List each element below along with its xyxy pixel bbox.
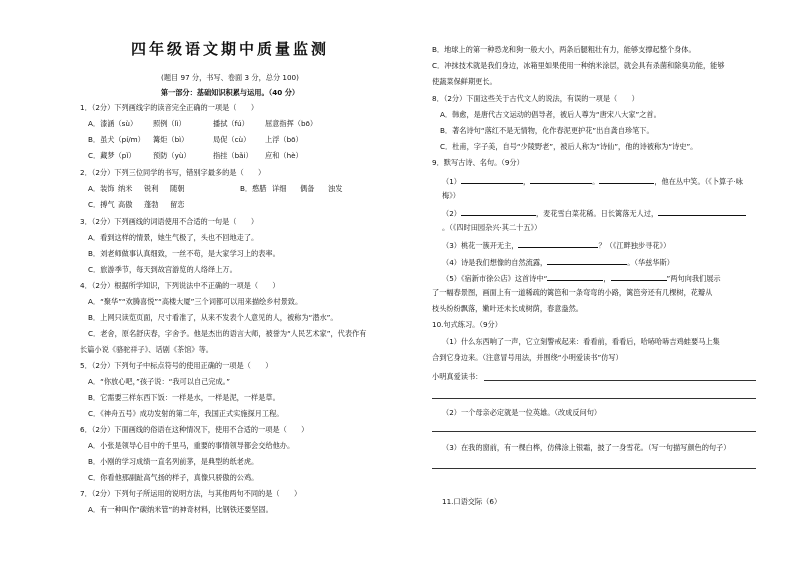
question-6-option-c: C．你看他那副趾高气扬的样子，真像只骄傲的公鸡。 <box>88 473 259 482</box>
question-9-item-5: （5）《宿新市徐公店》这首诗中“ ， ”两句向我们展示 <box>442 274 721 283</box>
question-4: 4．（2分）根据所学知识，下列说法中不正确的一项是（ ） <box>80 281 280 290</box>
question-8-option-c: C．杜甫，字子美，自号“少陵野老”，被后人称为“诗仙”，他的诗被称为“诗史”。 <box>440 142 698 151</box>
question-1-option-c: C．藏梦（pǐ） 预防（yù） 指挂（bǎi） 应和（hè） <box>88 151 303 160</box>
exam-subtitle: (题目 97 分，书写、卷面 3 分，总分 100) <box>161 73 299 82</box>
answer-line[interactable] <box>484 380 756 381</box>
question-9-item-3: （3）桃花一簇开无主， ？（《江畔独步寻花》） <box>442 241 671 250</box>
question-9-item-5-cont: 了一幅春景图，画面上有一道稀疏的篱笆和一条弯弯的小路，篱笆旁还有几棵树，花瓣从 <box>432 288 713 297</box>
answer-line[interactable] <box>432 398 756 399</box>
question-9: 9．默写古诗、名句。（9分） <box>432 158 524 167</box>
question-4-option-a: A．“聚华”“欢腾喜悦”“高楼大厦”三个词都可以用来描绘乡村景致。 <box>88 297 303 306</box>
question-3-option-c: C．旅游季节，每天到故宫游览的人络绎上万。 <box>88 265 237 274</box>
question-6-option-a: A．小张是领导心目中的千里马，重要的事情领导都会交给他办。 <box>88 441 295 450</box>
question-10-item-3: （3）在我的窗前，有一棵白桦，仿佛涂上银霜，披了一身雪花。（写一句描写颜色的句子） <box>442 443 731 452</box>
question-3-option-b: B．刘老师做事认真细致，一丝不苟，是大家学习上的表率。 <box>88 249 280 258</box>
question-1: 1．（2分）下列画线字的读音完全正确的一项是（ ） <box>80 103 259 112</box>
question-9-item-4: （4）诗是我们想像的自然流露， 。（华兹华斯） <box>442 258 674 267</box>
question-8-option-a: A．韩愈，是唐代古文运动的倡导者，被后人尊为“唐宋八大家”之首。 <box>440 110 661 119</box>
question-7-option-c: C．冲抹技术就是我们身边，冰箱里如果使用一种纳米涂层，就会具有杀菌和除臭功能，能够 <box>432 61 725 70</box>
question-7-option-b: B．地球上的第一种恐龙和狗一般大小，两条后腿粗壮有力，能够支撑起整个身体。 <box>432 45 696 54</box>
question-11: 11.口语交际（6） <box>442 497 502 506</box>
question-4-option-b: B．上网只读览页面，尺寸看准了，从来不发表个人意见的人，被称为“潜水”。 <box>88 313 338 322</box>
question-8: 8．（2分）下面这些关于古代文人的说法，有误的一项是（ ） <box>432 94 639 103</box>
answer-blank[interactable] <box>461 175 523 184</box>
answer-line[interactable] <box>432 431 756 432</box>
question-2: 2．（2分）下列三位同学的书写，错别字最多的是（ ） <box>80 168 266 177</box>
question-2-option-a: A．装饰 纳米 锐利 随朝 B．憨腊 详细 偶备 浊发 <box>88 184 343 193</box>
question-7-option-a: A．有一种叫作“碳纳米管”的神奇材料，比钢铁还要坚固。 <box>88 505 273 514</box>
question-10-item-2: （2）一个母亲必定就是一位英雄。（改成反问句） <box>442 408 602 417</box>
question-10-item-1-prompt: 小明真爱读书： <box>432 372 483 381</box>
answer-blank[interactable] <box>658 207 746 216</box>
question-3: 3．（2分）下列画线的词语使用不合适的一句是（ ） <box>80 217 259 226</box>
question-9-item-1-cont: 梅》） <box>442 191 460 200</box>
question-9-item-1: （1） ， 。 ，他在丛中笑。（《卜算子·咏 <box>442 177 743 186</box>
answer-line[interactable] <box>432 468 756 469</box>
question-1-option-a: A．漆涵（sù） 照例（lì） 播拭（fú） 屈意指挥（bō） <box>88 119 318 128</box>
question-9-item-2: （2） ，麦花雪白菜花稀。日长篱落无人过， <box>442 207 746 218</box>
question-10-item-1: （1）什么东西响了一声，它立刻警戒起来：看看前，看看后，哈哧哈哧吉鸡蛙要马上集 <box>442 337 720 346</box>
question-7-option-c-cont: 使蔬菜保鲜期更长。 <box>432 77 497 86</box>
answer-blank[interactable] <box>518 239 598 248</box>
question-2-option-c: C．搏气 高傲 蓬勃 留恋 <box>88 200 185 209</box>
answer-blank[interactable] <box>611 272 667 281</box>
question-9-item-5-cont2: 枝头纷纷飘落，嫩叶还未长成树荫，春意盎然。 <box>432 304 583 313</box>
question-5-option-c: C．《神舟五号》成功发射的第二年，我国正式实施探月工程。 <box>88 409 284 418</box>
question-5: 5．（2分）下列句子中标点符号的使用正确的一项是（ ） <box>80 361 273 370</box>
question-10-item-1-cont: 合到它身边来。（注意冒号用法，并围绕“小明爱读书”仿写） <box>432 353 623 362</box>
question-3-option-a: A．看到这样的情景，她生气极了，头也不回地走了。 <box>88 233 259 242</box>
part-one-heading: 第一部分：基础知识积累与运用。（40 分） <box>160 88 300 97</box>
exam-title: 四年级语文期中质量监测 <box>130 40 329 58</box>
question-5-option-b: B．它需要三样东西下饭：一样是水，一样是泥，一样是草。 <box>88 393 280 402</box>
answer-blank[interactable] <box>547 272 603 281</box>
question-8-option-b: B．著名诗句“落红不是无情物，化作春泥更护花”出自龚自珍笔下。 <box>440 126 654 135</box>
question-6: 6．（2分）下面画线的俗语在这种情况下，使用不合适的一项是（ ） <box>80 425 309 434</box>
question-9-item-2-cont: 。（《四时田园杂兴·其二十五》） <box>442 223 542 232</box>
answer-blank[interactable] <box>530 175 592 184</box>
question-1-option-b: B．虽犬（pí/m） 篝炬（bì） 局促（cù） 上浮（bō） <box>88 135 303 144</box>
answer-blank[interactable] <box>599 175 654 184</box>
question-7: 7．（2分）下列句子所运用的说明方法，与其他两句不同的是（ ） <box>80 489 302 498</box>
answer-blank[interactable] <box>547 256 627 265</box>
answer-blank[interactable] <box>461 207 536 216</box>
question-10: 10.句式练习。（9分） <box>432 320 502 329</box>
question-5-option-a: A．“你放心吧，”孩子说：“我可以自己完成。” <box>88 377 230 386</box>
question-4-option-c-cont: 长篇小说《骆驼祥子》、话剧《茶馆》等。 <box>80 345 213 354</box>
question-6-option-b: B．小刚的学习成绩一直名列前茅，是典型的纸老虎。 <box>88 457 259 466</box>
question-4-option-c: C．老舍，原名舒庆春，字舍予。他是杰出的语言大师，被誉为“人民艺术家”，代表作有 <box>88 329 367 338</box>
